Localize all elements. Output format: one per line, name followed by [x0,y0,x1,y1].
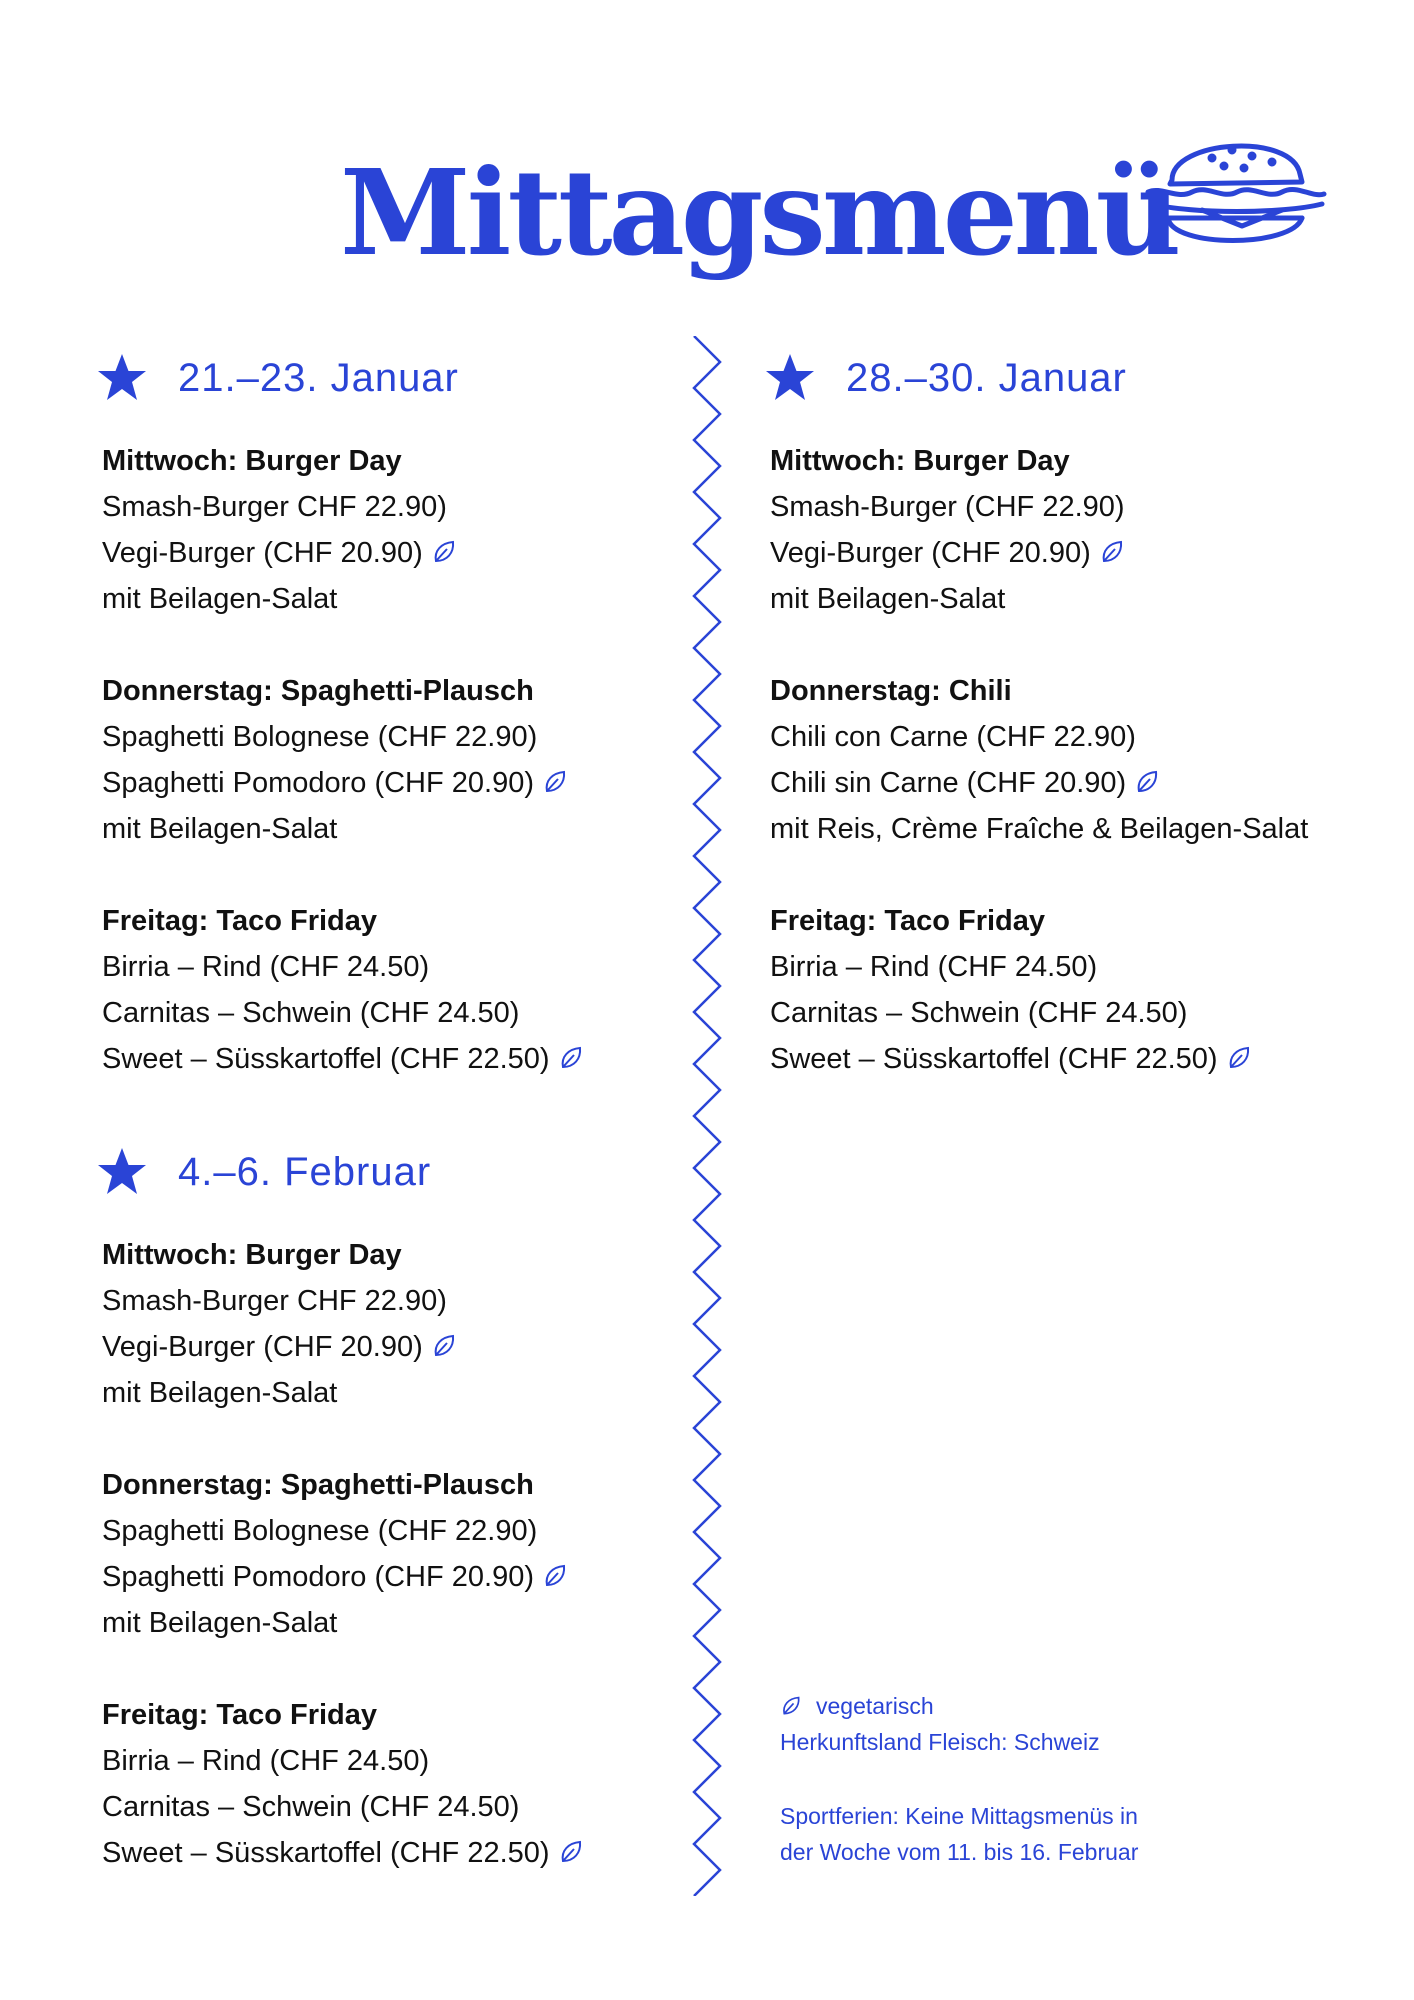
day-block [102,438,584,622]
leaf-icon [780,1695,802,1717]
day-block [102,1692,584,1876]
menu-line: mit Beilagen-Salat [102,1607,338,1639]
week-section-3 [764,350,1308,1128]
day-block [770,668,1308,852]
leaf-icon [431,539,457,565]
menu-line: Birria – Rind (CHF 24.50) [102,951,430,983]
menu-line: Birria – Rind (CHF 24.50) [102,1745,430,1777]
menu-line: Carnitas – Schwein (CHF 24.50) [770,997,1188,1029]
menu-line-text: Chili sin Carne (CHF 20.90) [770,767,1127,799]
day-title: Mittwoch: Burger Day [102,445,402,477]
star-icon [764,352,816,404]
legend [780,1688,1340,1870]
menu-line: Spaghetti Bolognese (CHF 22.90) [102,721,538,753]
week-title: 4.–6. Februar [178,1150,432,1194]
day-block [102,898,584,1082]
holiday-note-line-1: Sportferien: Keine Mittagsmenüs in [780,1803,1138,1829]
legend-vegetarian-label: vegetarisch [816,1693,934,1719]
day-block [102,668,584,852]
menu-line-text: Vegi-Burger (CHF 20.90) [102,537,423,569]
star-icon [96,352,148,404]
menu-line [102,1036,584,1082]
leaf-icon [558,1045,584,1071]
star-icon [96,1146,148,1198]
menu-line-text: Sweet – Süsskartoffel (CHF 22.50) [770,1043,1218,1075]
leaf-icon [542,1563,568,1589]
leaf-icon [1099,539,1125,565]
day-block [770,438,1308,622]
burger-icon [1132,122,1332,272]
day-title: Mittwoch: Burger Day [770,445,1070,477]
menu-line [102,1324,584,1370]
menu-line-text: Vegi-Burger (CHF 20.90) [102,1331,423,1363]
menu-line: Smash-Burger (CHF 22.90) [770,491,1125,523]
day-title: Mittwoch: Burger Day [102,1239,402,1271]
menu-line: mit Beilagen-Salat [770,583,1006,615]
day-block [770,898,1308,1082]
menu-line: Smash-Burger CHF 22.90) [102,1285,447,1317]
day-title: Donnerstag: Spaghetti-Plausch [102,1469,534,1501]
day-title: Freitag: Taco Friday [102,1699,378,1731]
menu-line: mit Reis, Crème Fraîche & Beilagen-Salat [770,813,1309,845]
zigzag-divider [690,336,724,1896]
menu-line: Birria – Rind (CHF 24.50) [770,951,1098,983]
legend-vegetarian [780,1688,1340,1724]
legend-origin: Herkunftsland Fleisch: Schweiz [780,1729,1100,1755]
leaf-icon [431,1333,457,1359]
menu-line-text: Spaghetti Pomodoro (CHF 20.90) [102,1561,534,1593]
menu-line-text: Sweet – Süsskartoffel (CHF 22.50) [102,1043,550,1075]
page-title: Mittagsmenü [340,143,1178,282]
week-title: 28.–30. Januar [846,356,1127,400]
leaf-icon [542,769,568,795]
day-title: Freitag: Taco Friday [102,905,378,937]
day-title: Donnerstag: Spaghetti-Plausch [102,675,534,707]
day-title: Freitag: Taco Friday [770,905,1046,937]
menu-line [102,530,584,576]
day-block [102,1462,584,1646]
day-title: Donnerstag: Chili [770,675,1012,707]
menu-line: Carnitas – Schwein (CHF 24.50) [102,1791,520,1823]
menu-line: Chili con Carne (CHF 22.90) [770,721,1136,753]
menu-line [102,760,584,806]
menu-line: mit Beilagen-Salat [102,813,338,845]
leaf-icon [1226,1045,1252,1071]
day-block [102,1232,584,1416]
menu-line: Carnitas – Schwein (CHF 24.50) [102,997,520,1029]
menu-line: Spaghetti Bolognese (CHF 22.90) [102,1515,538,1547]
week-section-1 [96,350,584,1128]
menu-line: mit Beilagen-Salat [102,583,338,615]
menu-line [770,760,1308,806]
menu-line: Smash-Burger CHF 22.90) [102,491,447,523]
leaf-icon [1134,769,1160,795]
leaf-icon [558,1839,584,1865]
menu-line-text: Sweet – Süsskartoffel (CHF 22.50) [102,1837,550,1869]
menu-line [770,1036,1308,1082]
menu-line-text: Spaghetti Pomodoro (CHF 20.90) [102,767,534,799]
holiday-note-line-2: der Woche vom 11. bis 16. Februar [780,1839,1139,1865]
menu-line [770,530,1308,576]
week-title: 21.–23. Januar [178,356,459,400]
menu-line: mit Beilagen-Salat [102,1377,338,1409]
menu-line [102,1554,584,1600]
menu-line [102,1830,584,1876]
week-section-2 [96,1144,584,1922]
menu-line-text: Vegi-Burger (CHF 20.90) [770,537,1091,569]
